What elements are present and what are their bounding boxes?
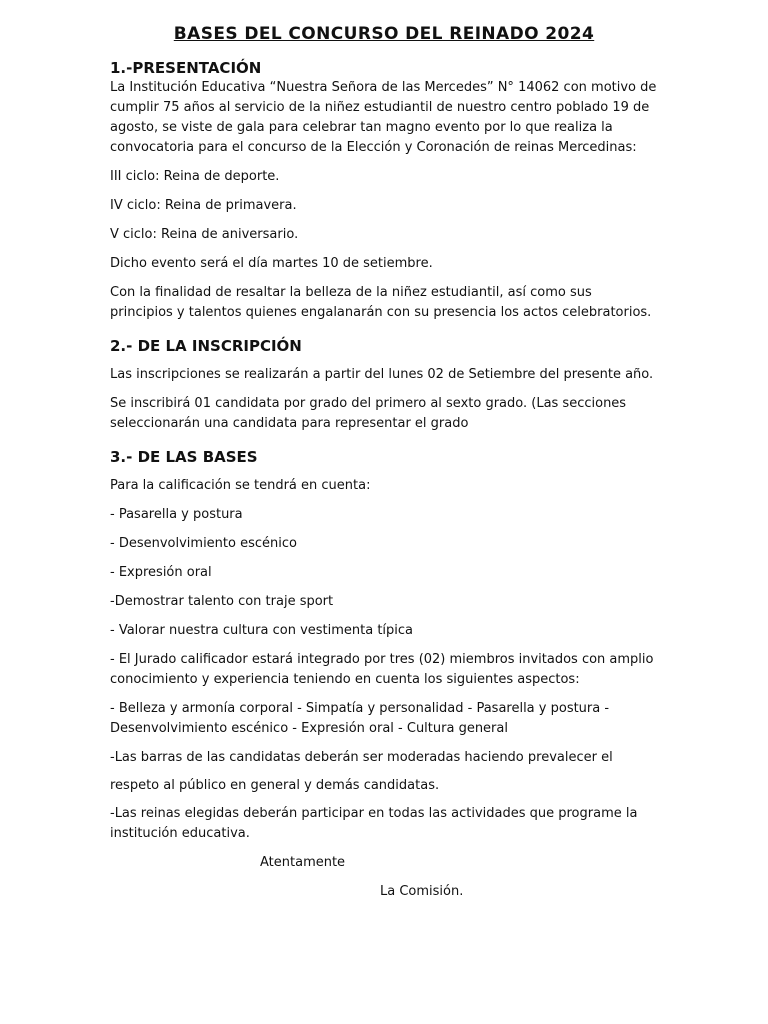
criteria-item: - Desenvolvimiento escénico: [110, 536, 297, 551]
registration-date-paragraph: Las inscripciones se realizarán a partir del lunes 02 de Setiembre del presente año.: [110, 367, 654, 382]
document-title: BASES DEL CONCURSO DEL REINADO 2024: [173, 24, 595, 44]
criteria-item: -Demostrar talento con traje sport: [110, 594, 334, 609]
registration-rule-paragraph: Se inscribirá 01 candidata por grado del primero al sexto grado. (Las secciones seleccionarán una candidata para representar el grado: [110, 396, 627, 431]
cycle-item: IV ciclo: Reina de primavera.: [110, 198, 297, 213]
section-2-heading: 2.- DE LA INSCRIPCIÓN: [110, 337, 302, 355]
signature-text: La Comisión.: [380, 884, 464, 899]
document-body: [110, 58, 658, 911]
purpose-paragraph: Con la finalidad de resaltar la belleza de la niñez estudiantil, así como sus principios y talentos quienes engalanarán con su presencia los actos celebratorios.: [110, 285, 652, 320]
closing-text: Atentamente: [260, 855, 346, 870]
section-1-heading: 1.-PRESENTACIÓN: [110, 59, 262, 77]
jury-paragraph: - El Jurado calificador estará integrado por tres (02) miembros invitados con amplio conocimiento y experiencia teniendo en cuenta los siguientes aspectos:: [110, 652, 654, 687]
event-date-paragraph: Dicho evento será el día martes 10 de setiembre.: [110, 256, 433, 271]
criteria-item: - Expresión oral: [110, 565, 212, 580]
cycle-item: III ciclo: Reina de deporte.: [110, 169, 280, 184]
presentation-paragraph: La Institución Educativa “Nuestra Señora de las Mercedes” N° 14062 con motivo de cumplir 75 años al servicio de la niñez estudiantil de nuestro centro poblado 19 de agosto, se viste de gala para celebrar tan magno evento por lo que realiza la convocatoria para el concurso de la Elección y Coronación de reinas Mercedinas:: [110, 80, 657, 155]
barras-paragraph-line1: -Las barras de las candidatas deberán ser moderadas haciendo prevalecer el: [110, 750, 613, 765]
criteria-intro: Para la calificación se tendrá en cuenta:: [110, 478, 371, 493]
section-3-heading: 3.- DE LAS BASES: [110, 448, 258, 466]
criteria-item: - Pasarella y postura: [110, 507, 243, 522]
reinas-paragraph: -Las reinas elegidas deberán participar en todas las actividades que programe la institución educativa.: [110, 806, 638, 841]
aspects-paragraph: - Belleza y armonía corporal - Simpatía y personalidad - Pasarella y postura - Desenvolvimiento escénico - Expresión oral - Cultura general: [110, 701, 610, 736]
barras-paragraph-line2: respeto al público en general y demás candidatas.: [110, 778, 440, 793]
criteria-item: - Valorar nuestra cultura con vestimenta típica: [110, 623, 414, 638]
cycle-item: V ciclo: Reina de aniversario.: [110, 227, 299, 242]
